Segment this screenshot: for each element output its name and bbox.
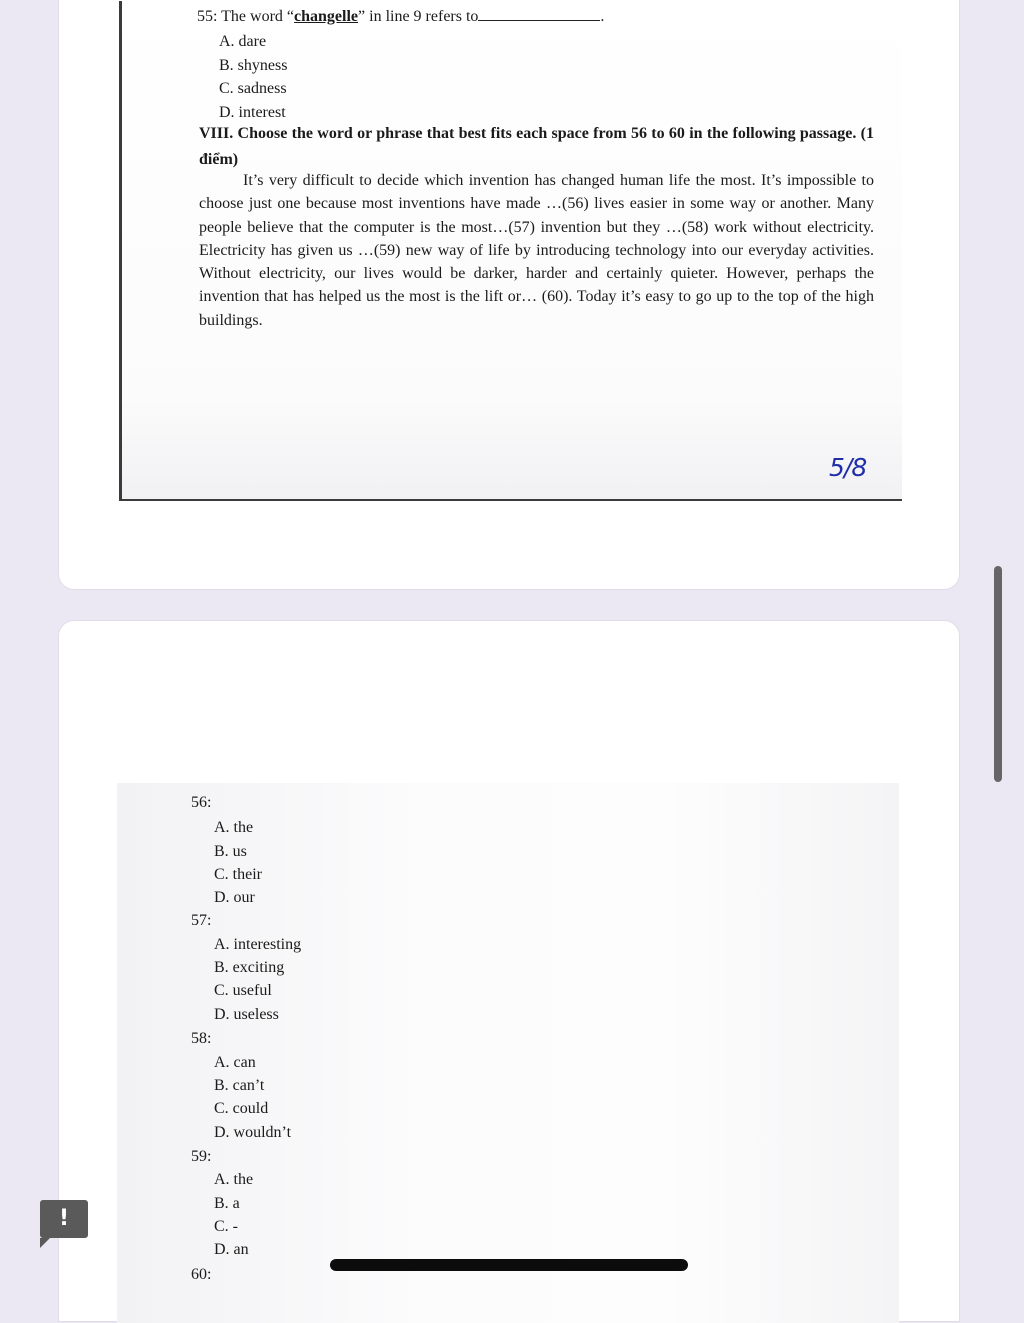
document-page-card — [58, 620, 960, 1322]
option: B. us — [214, 843, 247, 860]
option: D. an — [214, 1241, 249, 1258]
option: D. useless — [214, 1006, 279, 1023]
reading-passage — [199, 169, 874, 332]
question-57-number: 57: — [191, 912, 212, 929]
option: A. the — [214, 1171, 254, 1188]
option: B. can’t — [214, 1077, 265, 1094]
question-59-number: 59: — [191, 1148, 212, 1165]
document-page-card — [58, 0, 960, 590]
option: C. their — [214, 866, 262, 883]
option: C. - — [214, 1218, 238, 1235]
question-55-prefix: 55: The word “ — [197, 8, 295, 25]
question-55 — [197, 6, 604, 27]
question-58-number: 58: — [191, 1030, 212, 1047]
option: D. interest — [219, 104, 286, 121]
option: A. can — [214, 1054, 256, 1071]
question-56-number: 56: — [191, 794, 212, 811]
option: C. sadness — [219, 80, 287, 97]
option: C. could — [214, 1100, 269, 1117]
option: D. wouldn’t — [214, 1124, 292, 1141]
home-indicator[interactable] — [330, 1259, 688, 1271]
question-55-end: . — [600, 8, 605, 25]
report-alert-button[interactable] — [40, 1200, 88, 1238]
option: B. shyness — [219, 57, 288, 74]
option: A. the — [214, 819, 254, 836]
question-55-word: changelle — [294, 8, 359, 25]
section-heading: VIII. Choose the word or phrase that best fits each space from 56 to 60 in the following passage. (1 điểm) — [199, 125, 874, 168]
option: B. exciting — [214, 959, 285, 976]
question-60-number: 60: — [191, 1266, 212, 1283]
vertical-scrollbar[interactable] — [994, 566, 1002, 782]
page-number: 5/8 — [829, 453, 867, 482]
question-55-suffix: ” in line 9 refers to — [358, 8, 479, 25]
answer-blank — [478, 6, 600, 21]
option: D. our — [214, 889, 255, 906]
option: A. dare — [219, 33, 267, 50]
option: C. useful — [214, 982, 272, 999]
option: A. interesting — [214, 936, 302, 953]
option: B. a — [214, 1195, 240, 1212]
passage-text: It’s very difficult to decide which invention has changed human life the most. It’s impossible to choose just one because most inventions have made …(56) lives easier in some way or another. Many people believe that the computer is the most…(57) invention but they …(58) work without electricity. Electricity has given us …(59) new way of life by introducing technology into our everyday activities. Without electricity, our lives would be darker, harder and certainly quieter. However, perhaps the invention that has helped us the most is the lift or… (60). Today it’s easy to go up to the top of the high buildings. — [199, 172, 874, 329]
exclamation-icon: ! — [58, 1206, 70, 1231]
